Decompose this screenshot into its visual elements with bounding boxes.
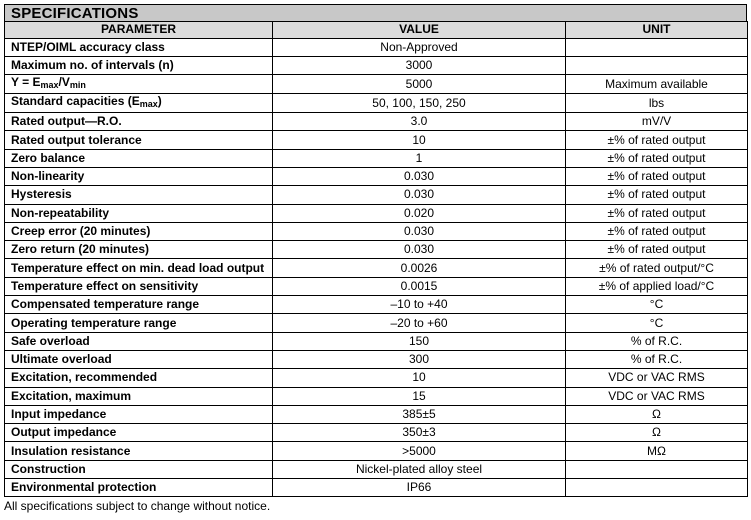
value-cell: 0.030	[273, 186, 566, 204]
parameter-cell: Non-linearity	[5, 167, 273, 185]
unit-cell: mV/V	[566, 113, 748, 131]
parameter-cell: $Y = E_{max}/V_{min}$	[5, 75, 273, 94]
parameter-cell: Insulation resistance	[5, 442, 273, 460]
unit-cell: VDC or VAC RMS	[566, 387, 748, 405]
table-row	[5, 222, 748, 240]
unit-cell: ±% of rated output	[566, 222, 748, 240]
table-row	[5, 131, 748, 149]
table-row	[5, 479, 748, 497]
value-cell: 3000	[273, 56, 566, 74]
value-cell: 1	[273, 149, 566, 167]
section-title: SPECIFICATIONS	[4, 4, 747, 21]
table-row	[5, 442, 748, 460]
table-row	[5, 405, 748, 423]
value-cell: 15	[273, 387, 566, 405]
table-row	[5, 314, 748, 332]
parameter-cell: Rated output—R.O.	[5, 113, 273, 131]
parameter-cell: Ultimate overload	[5, 350, 273, 368]
value-cell: 0.020	[273, 204, 566, 222]
parameter-cell: Zero balance	[5, 149, 273, 167]
value-cell: 150	[273, 332, 566, 350]
table-row	[5, 369, 748, 387]
unit-cell: MΩ	[566, 442, 748, 460]
value-cell: –10 to +40	[273, 296, 566, 314]
footer-note: All specifications subject to change without notice.	[4, 499, 271, 513]
value-cell: Non-Approved	[273, 38, 566, 56]
value-cell: 385±5	[273, 405, 566, 423]
parameter-cell: NTEP/OIML accuracy class	[5, 38, 273, 56]
table-row	[5, 350, 748, 368]
parameter-cell: Input impedance	[5, 405, 273, 423]
value-cell: 0.030	[273, 167, 566, 185]
column-header-parameter: PARAMETER	[5, 22, 273, 39]
table-row	[5, 38, 748, 56]
parameter-cell: Temperature effect on sensitivity	[5, 277, 273, 295]
parameter-cell: Temperature effect on min. dead load output	[5, 259, 273, 277]
table-row	[5, 149, 748, 167]
unit-cell: ±% of rated output	[566, 149, 748, 167]
unit-cell: % of R.C.	[566, 350, 748, 368]
table-row	[5, 94, 748, 113]
unit-cell: Ω	[566, 405, 748, 423]
unit-cell: °C	[566, 296, 748, 314]
value-cell: 0.030	[273, 241, 566, 259]
parameter-cell: Construction	[5, 460, 273, 478]
table-row	[5, 332, 748, 350]
value-cell: 10	[273, 369, 566, 387]
unit-cell: °C	[566, 314, 748, 332]
unit-cell	[566, 479, 748, 497]
specifications-panel	[4, 4, 747, 497]
table-row	[5, 186, 748, 204]
value-cell: –20 to +60	[273, 314, 566, 332]
unit-cell	[566, 56, 748, 74]
unit-cell: ±% of rated output	[566, 167, 748, 185]
parameter-cell: Rated output tolerance	[5, 131, 273, 149]
value-cell: 10	[273, 131, 566, 149]
column-header-value: VALUE	[273, 22, 566, 39]
table-row	[5, 241, 748, 259]
unit-cell: ±% of rated output/°C	[566, 259, 748, 277]
table-row	[5, 204, 748, 222]
value-cell: Nickel-plated alloy steel	[273, 460, 566, 478]
table-row	[5, 424, 748, 442]
table-row	[5, 75, 748, 94]
unit-cell	[566, 460, 748, 478]
parameter-cell: Environmental protection	[5, 479, 273, 497]
parameter-cell: Excitation, maximum	[5, 387, 273, 405]
table-row	[5, 296, 748, 314]
unit-cell: ±% of rated output	[566, 241, 748, 259]
value-cell: >5000	[273, 442, 566, 460]
parameter-cell: Creep error (20 minutes)	[5, 222, 273, 240]
unit-cell	[566, 38, 748, 56]
unit-cell: ±% of rated output	[566, 131, 748, 149]
value-cell: 0.0026	[273, 259, 566, 277]
table-row	[5, 167, 748, 185]
value-cell: 50, 100, 150, 250	[273, 94, 566, 113]
value-cell: 5000	[273, 75, 566, 94]
table-row	[5, 259, 748, 277]
parameter-cell: Output impedance	[5, 424, 273, 442]
parameter-cell: Maximum no. of intervals (n)	[5, 56, 273, 74]
parameter-cell: Hysteresis	[5, 186, 273, 204]
unit-cell: ±% of rated output	[566, 204, 748, 222]
value-cell: IP66	[273, 479, 566, 497]
parameter-cell: Excitation, recommended	[5, 369, 273, 387]
table-row	[5, 387, 748, 405]
parameter-cell: Non-repeatability	[5, 204, 273, 222]
parameter-cell: Operating temperature range	[5, 314, 273, 332]
parameter-cell: Compensated temperature range	[5, 296, 273, 314]
parameter-cell: Zero return (20 minutes)	[5, 241, 273, 259]
specifications-table	[4, 21, 748, 497]
table-row	[5, 460, 748, 478]
value-cell: 0.0015	[273, 277, 566, 295]
table-body	[5, 38, 748, 497]
value-cell: 3.0	[273, 113, 566, 131]
parameter-cell: Standard capacities $(E_{max})$	[5, 94, 273, 113]
table-header-row	[5, 22, 748, 39]
unit-cell: lbs	[566, 94, 748, 113]
value-cell: 350±3	[273, 424, 566, 442]
unit-cell: % of R.C.	[566, 332, 748, 350]
unit-cell: ±% of applied load/°C	[566, 277, 748, 295]
unit-cell: ±% of rated output	[566, 186, 748, 204]
unit-cell: Maximum available	[566, 75, 748, 94]
table-row	[5, 277, 748, 295]
value-cell: 300	[273, 350, 566, 368]
table-row	[5, 56, 748, 74]
value-cell: 0.030	[273, 222, 566, 240]
unit-cell: VDC or VAC RMS	[566, 369, 748, 387]
table-row	[5, 113, 748, 131]
unit-cell: Ω	[566, 424, 748, 442]
parameter-cell: Safe overload	[5, 332, 273, 350]
column-header-unit: UNIT	[566, 22, 748, 39]
